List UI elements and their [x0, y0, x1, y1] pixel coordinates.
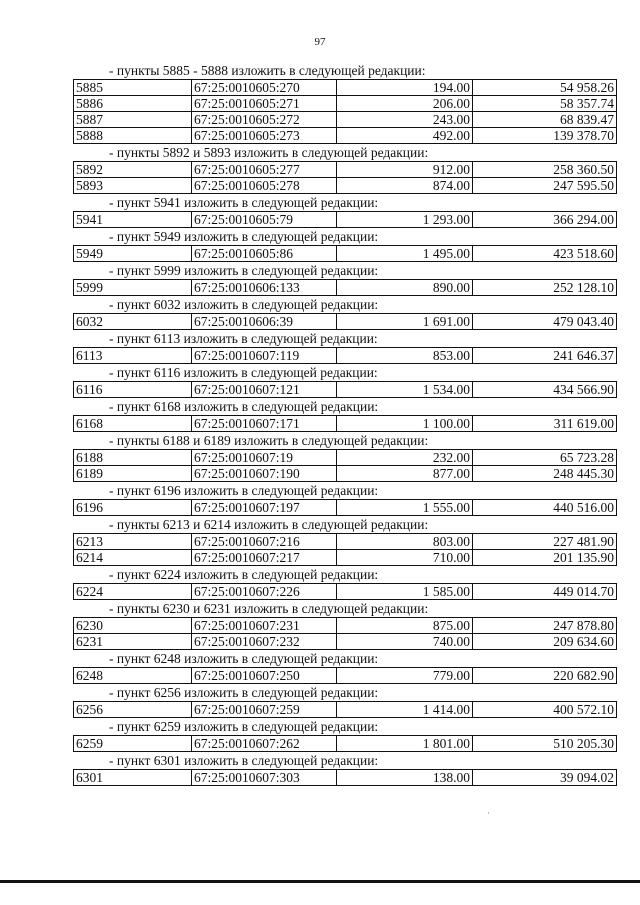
table-row — [74, 246, 617, 262]
section-heading: - пункт 6256 изложить в следующей редакции: — [109, 685, 379, 700]
section-heading: - пункт 6196 изложить в следующей редакции: — [109, 483, 379, 498]
item-number-cell: 6231 — [74, 634, 192, 650]
item-number-cell: 5999 — [74, 280, 192, 296]
amendment-table — [73, 617, 617, 650]
table-row — [74, 584, 617, 600]
table-row — [74, 112, 617, 128]
cadastral-value-cell: 39 094.02 — [473, 770, 617, 786]
amendment-table — [73, 279, 617, 296]
cadastral-value-cell: 54 958.26 — [473, 80, 617, 96]
amendment-table — [73, 735, 617, 752]
section-heading: - пункты 6230 и 6231 изложить в следующей редакции: — [109, 601, 429, 616]
amendment-table — [73, 161, 617, 194]
item-number-cell: 6214 — [74, 550, 192, 566]
table-row — [74, 416, 617, 432]
amendment-table — [73, 381, 617, 398]
section-heading: - пункт 6116 изложить в следующей редакции: — [109, 365, 378, 380]
item-number-cell: 6256 — [74, 702, 192, 718]
section-heading: - пункты 5892 и 5893 изложить в следующей редакции: — [109, 145, 429, 160]
item-number-cell: 5887 — [74, 112, 192, 128]
cadastral-number-cell: 67:25:0010607:259 — [192, 702, 337, 718]
section-heading: - пункт 6032 изложить в следующей редакции: — [109, 297, 379, 312]
area-cell: 1 100.00 — [337, 416, 473, 432]
table-row — [74, 96, 617, 112]
section-heading: - пункт 5941 изложить в следующей редакции: — [109, 195, 379, 210]
table-row — [74, 178, 617, 194]
table-row — [74, 212, 617, 228]
item-number-cell: 6259 — [74, 736, 192, 752]
amendment-table — [73, 769, 617, 786]
area-cell: 138.00 — [337, 770, 473, 786]
area-cell: 232.00 — [337, 450, 473, 466]
table-row — [74, 466, 617, 482]
area-cell: 1 691.00 — [337, 314, 473, 330]
cadastral-value-cell: 209 634.60 — [473, 634, 617, 650]
cadastral-value-cell: 423 518.60 — [473, 246, 617, 262]
item-number-cell: 6224 — [74, 584, 192, 600]
cadastral-number-cell: 67:25:0010605:79 — [192, 212, 337, 228]
area-cell: 492.00 — [337, 128, 473, 144]
page-number: 97 — [314, 36, 326, 48]
item-number-cell: 6032 — [74, 314, 192, 330]
cadastral-number-cell: 67:25:0010606:133 — [192, 280, 337, 296]
section-heading: - пункт 5949 изложить в следующей редакции: — [109, 229, 379, 244]
cadastral-value-cell: 434 566.90 — [473, 382, 617, 398]
cadastral-number-cell: 67:25:0010607:217 — [192, 550, 337, 566]
cadastral-number-cell: 67:25:0010607:231 — [192, 618, 337, 634]
cadastral-number-cell: 67:25:0010607:226 — [192, 584, 337, 600]
area-cell: 1 555.00 — [337, 500, 473, 516]
cadastral-number-cell: 67:25:0010606:39 — [192, 314, 337, 330]
item-number-cell: 6213 — [74, 534, 192, 550]
amendment-table — [73, 347, 617, 364]
cadastral-number-cell: 67:25:0010607:197 — [192, 500, 337, 516]
item-number-cell: 6189 — [74, 466, 192, 482]
amendment-table — [73, 211, 617, 228]
cadastral-value-cell: 68 839.47 — [473, 112, 617, 128]
section-heading: - пункт 6224 изложить в следующей редакции: — [109, 567, 379, 582]
cadastral-value-cell: 479 043.40 — [473, 314, 617, 330]
table-row — [74, 382, 617, 398]
area-cell: 194.00 — [337, 80, 473, 96]
cadastral-number-cell: 67:25:0010605:271 — [192, 96, 337, 112]
cadastral-value-cell: 201 135.90 — [473, 550, 617, 566]
area-cell: 1 495.00 — [337, 246, 473, 262]
area-cell: 740.00 — [337, 634, 473, 650]
item-number-cell: 5886 — [74, 96, 192, 112]
section-heading: - пункт 6168 изложить в следующей редакции: — [109, 399, 379, 414]
section-heading: - пункты 6213 и 6214 изложить в следующей редакции: — [109, 517, 429, 532]
cadastral-number-cell: 67:25:0010605:270 — [192, 80, 337, 96]
cadastral-value-cell: 400 572.10 — [473, 702, 617, 718]
cadastral-value-cell: 252 128.10 — [473, 280, 617, 296]
amendment-table — [73, 415, 617, 432]
table-row — [74, 736, 617, 752]
table-row — [74, 128, 617, 144]
item-number-cell: 6301 — [74, 770, 192, 786]
amendment-table — [73, 701, 617, 718]
cadastral-number-cell: 67:25:0010607:19 — [192, 450, 337, 466]
area-cell: 875.00 — [337, 618, 473, 634]
table-row — [74, 634, 617, 650]
table-row — [74, 618, 617, 634]
amendment-table — [73, 583, 617, 600]
section-heading: - пункт 6113 изложить в следующей редакции: — [109, 331, 378, 346]
cadastral-value-cell: 510 205.30 — [473, 736, 617, 752]
cadastral-value-cell: 65 723.28 — [473, 450, 617, 466]
amendment-table — [73, 449, 617, 482]
section-heading: - пункты 6188 и 6189 изложить в следующей редакции: — [109, 433, 429, 448]
area-cell: 779.00 — [337, 668, 473, 684]
area-cell: 877.00 — [337, 466, 473, 482]
area-cell: 853.00 — [337, 348, 473, 364]
area-cell: 243.00 — [337, 112, 473, 128]
amendment-table — [73, 79, 617, 144]
area-cell: 890.00 — [337, 280, 473, 296]
area-cell: 710.00 — [337, 550, 473, 566]
item-number-cell: 6196 — [74, 500, 192, 516]
item-number-cell: 6113 — [74, 348, 192, 364]
item-number-cell: 5893 — [74, 178, 192, 194]
cadastral-number-cell: 67:25:0010605:273 — [192, 128, 337, 144]
item-number-cell: 5892 — [74, 162, 192, 178]
table-row — [74, 162, 617, 178]
cadastral-number-cell: 67:25:0010605:272 — [192, 112, 337, 128]
cadastral-number-cell: 67:25:0010605:86 — [192, 246, 337, 262]
item-number-cell: 5888 — [74, 128, 192, 144]
table-row — [74, 348, 617, 364]
table-row — [74, 550, 617, 566]
section-heading: - пункт 6248 изложить в следующей редакции: — [109, 651, 379, 666]
cadastral-value-cell: 247 595.50 — [473, 178, 617, 194]
cadastral-value-cell: 247 878.80 — [473, 618, 617, 634]
cadastral-value-cell: 440 516.00 — [473, 500, 617, 516]
document-body — [73, 62, 616, 786]
cadastral-number-cell: 67:25:0010607:171 — [192, 416, 337, 432]
area-cell: 1 801.00 — [337, 736, 473, 752]
cadastral-number-cell: 67:25:0010607:303 — [192, 770, 337, 786]
section-heading: - пункт 6301 изложить в следующей редакции: — [109, 753, 379, 768]
table-row — [74, 534, 617, 550]
cadastral-value-cell: 449 014.70 — [473, 584, 617, 600]
section-heading: - пункты 5885 - 5888 изложить в следующей редакции: — [109, 63, 426, 78]
cadastral-value-cell: 366 294.00 — [473, 212, 617, 228]
amendment-table — [73, 667, 617, 684]
amendment-table — [73, 533, 617, 566]
cadastral-value-cell: 227 481.90 — [473, 534, 617, 550]
area-cell: 912.00 — [337, 162, 473, 178]
area-cell: 1 293.00 — [337, 212, 473, 228]
item-number-cell: 6168 — [74, 416, 192, 432]
item-number-cell: 6188 — [74, 450, 192, 466]
bottom-rule — [0, 880, 640, 883]
item-number-cell: 5941 — [74, 212, 192, 228]
item-number-cell: 5885 — [74, 80, 192, 96]
area-cell: 1 534.00 — [337, 382, 473, 398]
cadastral-number-cell: 67:25:0010607:190 — [192, 466, 337, 482]
table-row — [74, 770, 617, 786]
amendment-table — [73, 313, 617, 330]
area-cell: 803.00 — [337, 534, 473, 550]
amendment-table — [73, 245, 617, 262]
item-number-cell: 6116 — [74, 382, 192, 398]
cadastral-value-cell: 220 682.90 — [473, 668, 617, 684]
cadastral-number-cell: 67:25:0010607:262 — [192, 736, 337, 752]
cadastral-number-cell: 67:25:0010607:216 — [192, 534, 337, 550]
cadastral-value-cell: 258 360.50 — [473, 162, 617, 178]
scan-mark: · — [487, 808, 490, 818]
area-cell: 1 585.00 — [337, 584, 473, 600]
table-row — [74, 702, 617, 718]
table-row — [74, 450, 617, 466]
section-heading: - пункт 6259 изложить в следующей редакции: — [109, 719, 379, 734]
item-number-cell: 6230 — [74, 618, 192, 634]
amendment-table — [73, 499, 617, 516]
table-row — [74, 280, 617, 296]
section-heading: - пункт 5999 изложить в следующей редакции: — [109, 263, 379, 278]
cadastral-number-cell: 67:25:0010607:250 — [192, 668, 337, 684]
table-row — [74, 314, 617, 330]
area-cell: 206.00 — [337, 96, 473, 112]
table-row — [74, 500, 617, 516]
cadastral-value-cell: 241 646.37 — [473, 348, 617, 364]
item-number-cell: 5949 — [74, 246, 192, 262]
cadastral-number-cell: 67:25:0010605:277 — [192, 162, 337, 178]
cadastral-value-cell: 311 619.00 — [473, 416, 617, 432]
item-number-cell: 6248 — [74, 668, 192, 684]
cadastral-number-cell: 67:25:0010605:278 — [192, 178, 337, 194]
cadastral-value-cell: 58 357.74 — [473, 96, 617, 112]
cadastral-number-cell: 67:25:0010607:119 — [192, 348, 337, 364]
table-row — [74, 668, 617, 684]
cadastral-value-cell: 139 378.70 — [473, 128, 617, 144]
table-row — [74, 80, 617, 96]
area-cell: 1 414.00 — [337, 702, 473, 718]
cadastral-number-cell: 67:25:0010607:121 — [192, 382, 337, 398]
cadastral-value-cell: 248 445.30 — [473, 466, 617, 482]
area-cell: 874.00 — [337, 178, 473, 194]
cadastral-number-cell: 67:25:0010607:232 — [192, 634, 337, 650]
